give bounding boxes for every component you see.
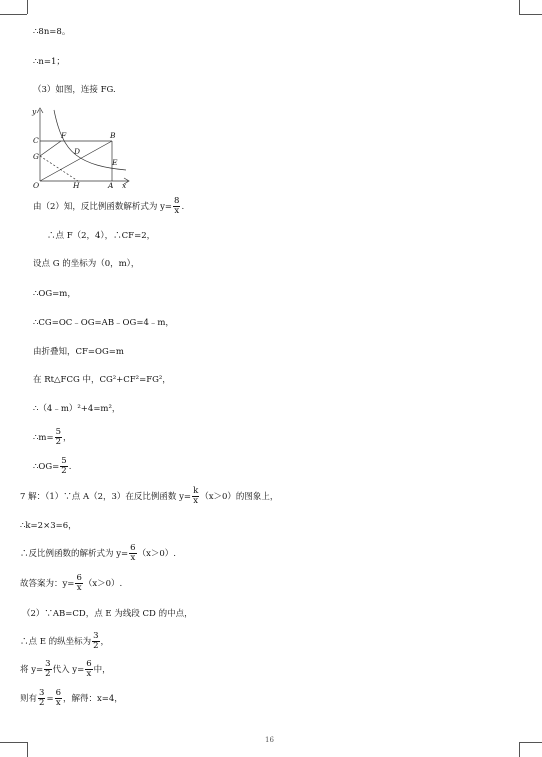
geometry-figure <box>30 104 134 190</box>
label-G: G <box>33 152 39 161</box>
crop-mark <box>519 742 542 743</box>
fraction: $\frac{6}{x}$ <box>130 543 136 563</box>
line-17: 故答案为：y= $\frac{6}{x}$ （x＞0）. <box>20 573 123 593</box>
line-19: ∴点 E 的纵坐标为 $\frac{3}{2}$ ， <box>20 631 110 651</box>
label-D: D <box>74 147 81 156</box>
label-y: y <box>32 107 37 116</box>
line-2: ∴n=1； <box>33 57 65 67</box>
fraction: $\frac{6}{x}$ <box>55 688 61 708</box>
line-13: ∴OG= $\frac{5}{2}$ . <box>33 456 72 476</box>
label-B: B <box>110 131 116 140</box>
fraction: $\frac{6}{x}$ <box>76 573 82 593</box>
line-20: 将 y= $\frac{3}{2}$ 代入 y= $\frac{6}{x}$ 中， <box>20 659 111 679</box>
fraction: $\frac{3}{2}$ <box>93 631 99 651</box>
line-10: 在 Rt△FCG 中，CG²+CF²=FG²， <box>33 375 171 385</box>
line-6: 设点 G 的坐标为（0，m）， <box>33 259 140 269</box>
label-H: H <box>73 181 80 190</box>
line-11: ∴（4﹣m）²+4=m²， <box>33 404 121 414</box>
line-7: ∴OG=m， <box>33 289 76 299</box>
line-14: 7 解：（1）∵点 A（2，3）在反比例函数 y= $\frac{k}{x}$ （x＞0）的图象上， <box>20 486 279 506</box>
page-number: 16 <box>265 736 274 744</box>
line-18: （2）∵AB=CD，点 E 为线段 CD 的中点， <box>22 609 193 619</box>
fraction: $\frac{6}{x}$ <box>86 659 92 679</box>
fraction: $\frac{8}{x}$ <box>174 196 180 216</box>
fraction: $\frac{5}{2}$ <box>61 456 67 476</box>
line-3: （3）如图，连接 FG. <box>33 85 116 95</box>
line-12: ∴m= $\frac{5}{2}$ ， <box>33 427 72 447</box>
crop-mark <box>0 742 27 743</box>
fraction: $\frac{3}{2}$ <box>39 688 45 708</box>
crop-mark <box>519 14 542 15</box>
crop-mark <box>519 0 520 14</box>
line-8: ∴CG=OC﹣OG=AB﹣OG=4﹣m， <box>33 318 174 328</box>
line-15: ∴k=2×3=6， <box>20 521 77 531</box>
crop-mark <box>519 742 520 757</box>
line-16: ∴反比例函数的解析式为 y= $\frac{6}{x}$ （x＞0）. <box>20 543 176 563</box>
label-E: E <box>112 158 118 167</box>
label-x: x <box>122 181 127 190</box>
fraction: $\frac{5}{2}$ <box>55 427 62 447</box>
crop-mark <box>0 14 27 15</box>
fraction: $\frac{k}{x}$ <box>193 486 199 506</box>
label-C: C <box>33 136 39 145</box>
crop-mark <box>27 0 28 14</box>
line-1: ∴8n=8。 <box>33 27 71 37</box>
crop-mark <box>27 742 28 757</box>
label-A: A <box>108 181 114 190</box>
fraction: $\frac{3}{2}$ <box>45 659 51 679</box>
line-21: 则有 $\frac{3}{2}$ = $\frac{6}{x}$ ，解得：x=4， <box>20 688 123 708</box>
label-O: O <box>33 181 40 190</box>
line-9: 由折叠知，CF=OG=m <box>33 347 124 357</box>
line-5: ∴点 F（2，4），∴CF=2， <box>47 231 156 241</box>
label-F: F <box>61 131 67 140</box>
line-4: 由（2）知，反比例函数解析式为 y= $\frac{8}{x}$ . <box>33 196 185 216</box>
